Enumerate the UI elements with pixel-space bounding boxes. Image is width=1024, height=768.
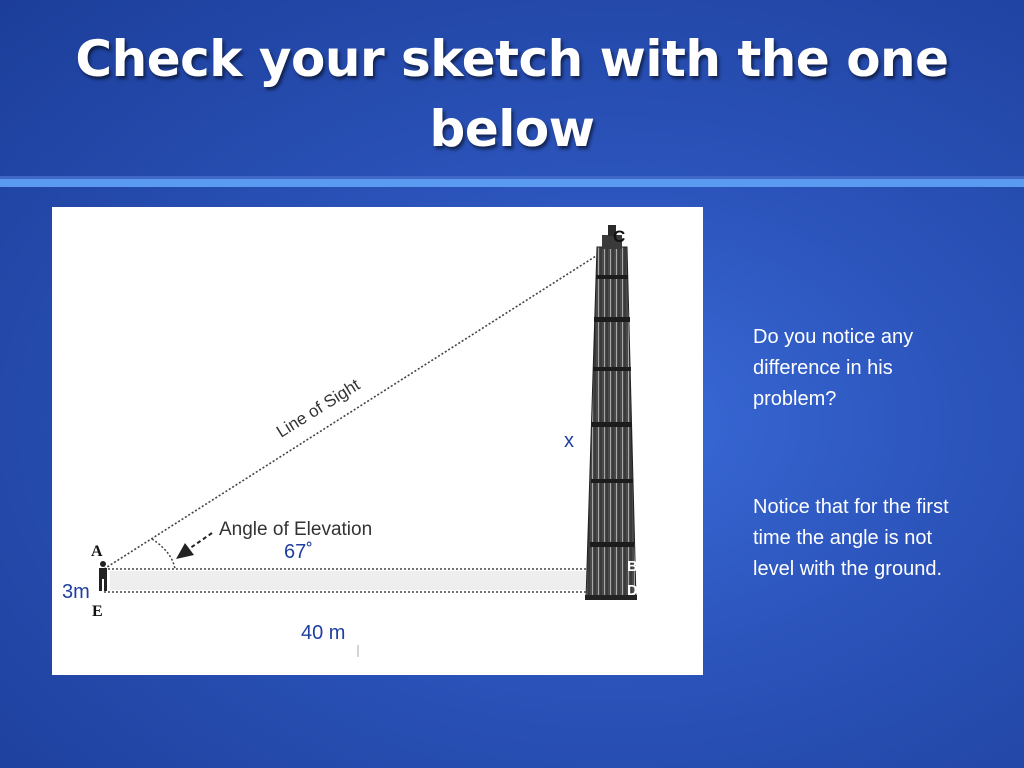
angle-of-elevation-label: Angle of Elevation [219, 519, 373, 540]
point-e-label: E [92, 603, 103, 620]
height-x-label: x [564, 430, 574, 452]
question-difference: Do you notice any difference in his problem? [753, 326, 914, 410]
point-a-label: A [91, 543, 103, 560]
ground-band [110, 571, 586, 590]
point-d-label: D [627, 582, 638, 599]
point-c-label: C [613, 227, 626, 246]
angle-arrow-shaft [186, 533, 212, 551]
slide-title: Check your sketch with the one below [75, 30, 949, 158]
angle-of-elevation-diagram [52, 207, 703, 675]
diagram-svg [52, 207, 703, 675]
distance-label: 40 m [301, 622, 346, 644]
note-angle-not-level: Notice that for the first time the angle is not level with the ground. [753, 496, 949, 580]
angle-value-label: 67˚ [284, 541, 313, 563]
angle-arc [152, 539, 175, 569]
title-divider [0, 179, 1024, 187]
tower [585, 225, 637, 600]
point-b-label: B [627, 558, 638, 575]
angle-arrow-head [176, 543, 194, 559]
line-of-sight-label: Line of Sight [273, 375, 364, 442]
observer-figure [99, 561, 107, 591]
observer-height-label: 3m [62, 581, 90, 603]
